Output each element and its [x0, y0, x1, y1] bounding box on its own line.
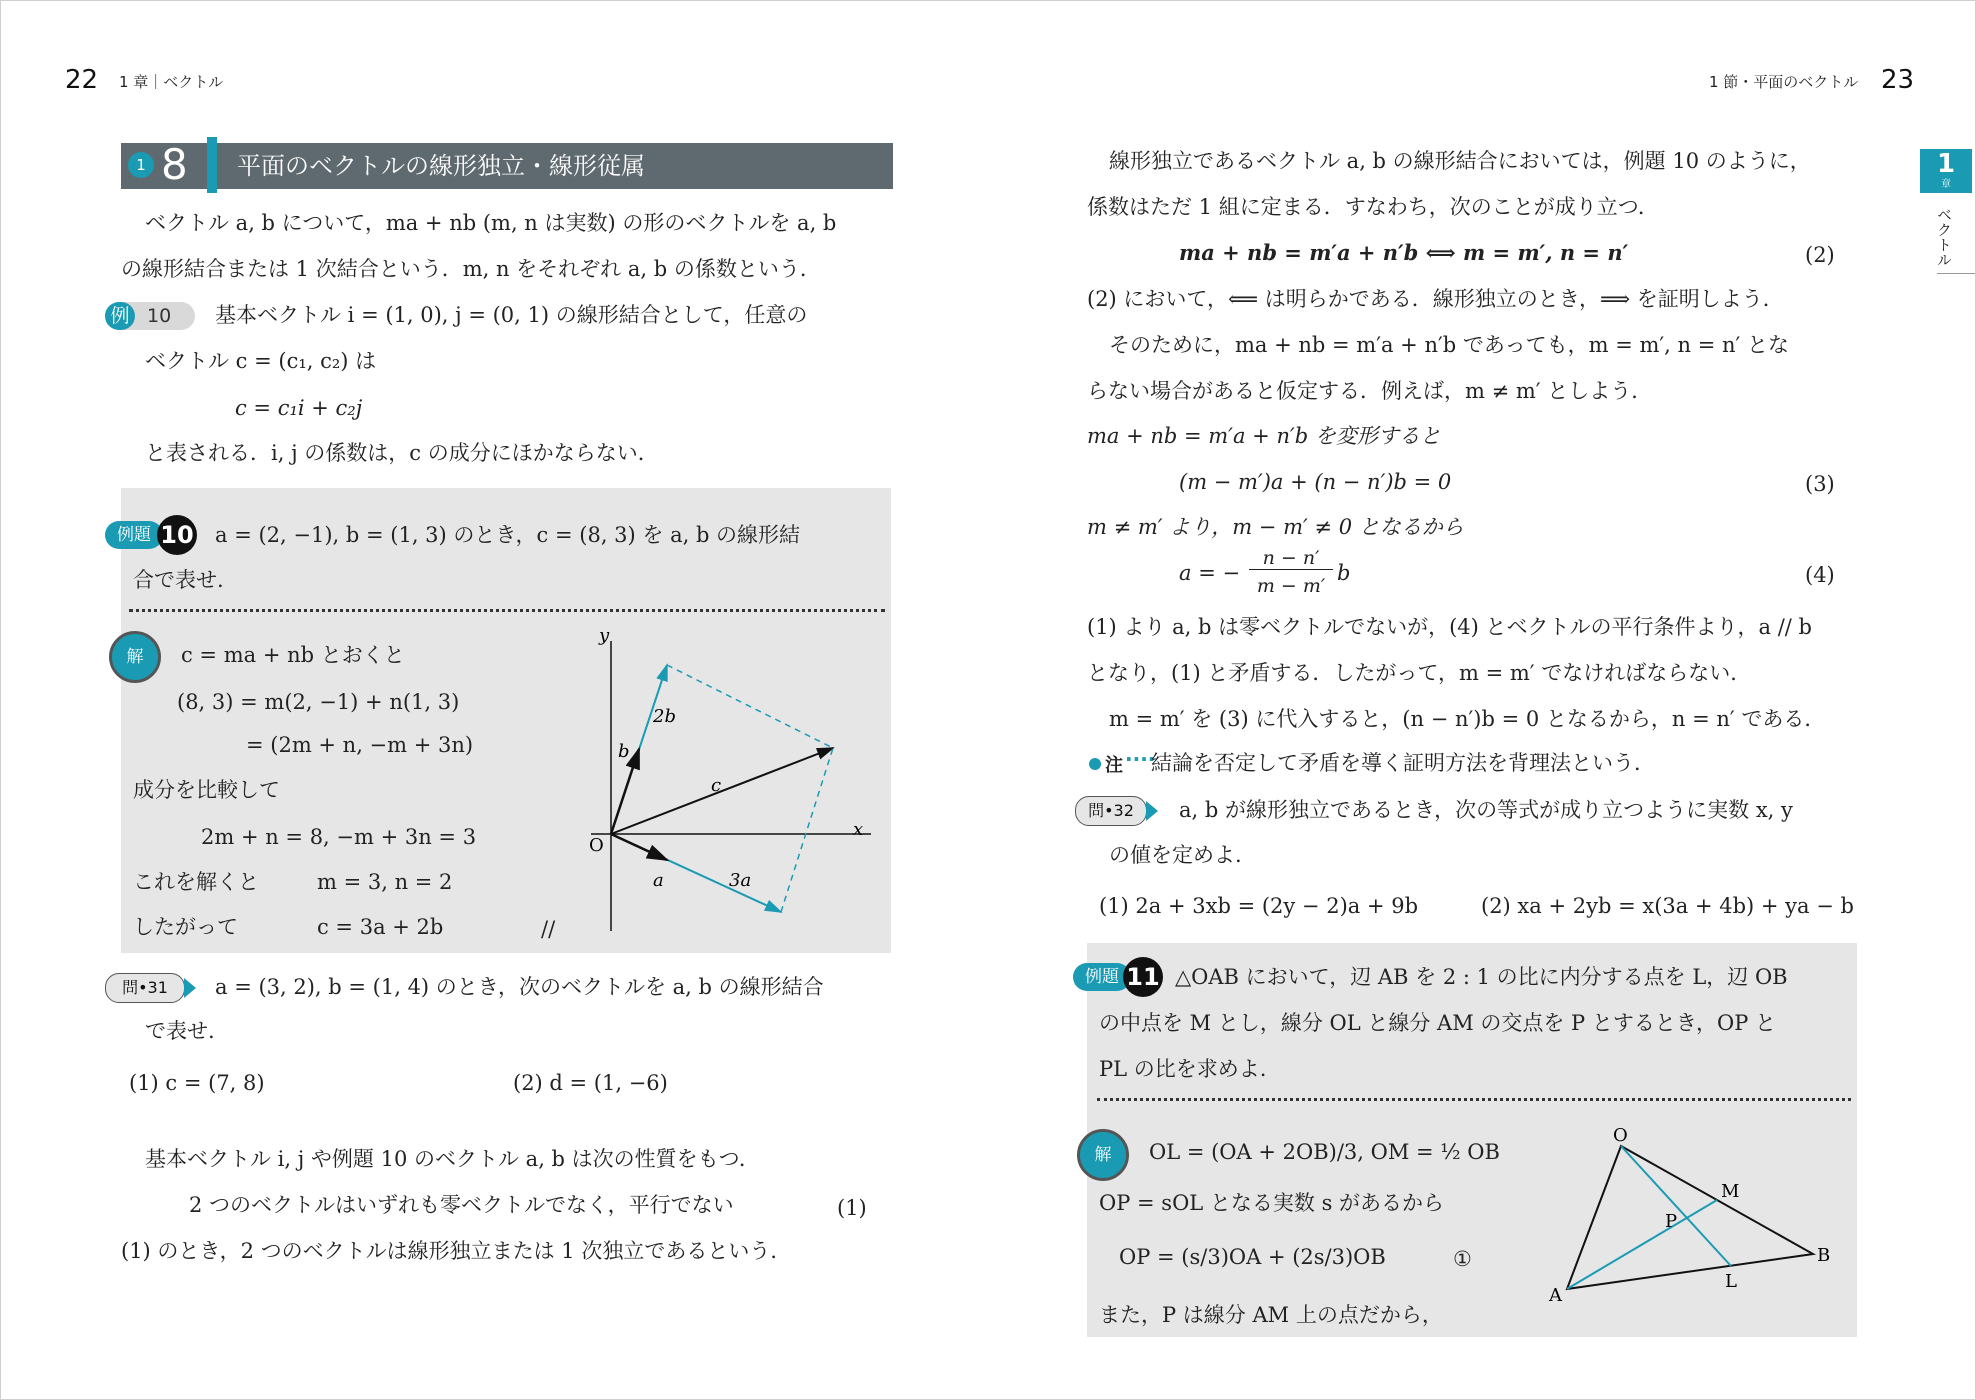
question32-arrow-icon	[1146, 801, 1158, 821]
question32-line-2: の値を定めよ.	[1109, 843, 1242, 867]
chapter-tab-label: ベクトル	[1935, 207, 1953, 267]
question32-item-2: (2) xa + 2yb = x(3a + 4b) + ya − b	[1481, 894, 1854, 918]
tri-label-p: P	[1665, 1211, 1678, 1232]
sol11-line-2: OP = sOL となる実数 s があるから	[1099, 1191, 1445, 1215]
fig-label-3a: 3a	[729, 870, 752, 891]
exercise11-problem-2: の中点を M とし，線分 OL と線分 AM の交点を P とするとき，OP と	[1099, 1011, 1777, 1035]
sol11-line-3: OP = (s/3)OA + (2s/3)OB	[1119, 1245, 1386, 1269]
question32-line-1: a, b が線形独立であるとき，次の等式が成り立つように実数 x, y	[1179, 798, 1793, 822]
exercise10-divider	[129, 609, 885, 612]
note-dots: ····	[1125, 747, 1156, 771]
running-head-left: 1 章｜ベクトル	[119, 73, 224, 91]
tri-label-o: O	[1613, 1125, 1628, 1146]
tri-label-l: L	[1725, 1271, 1737, 1292]
tri-label-a: A	[1549, 1285, 1562, 1306]
right-line-2: 係数はただ 1 組に定まる．すなわち，次のことが成り立つ．	[1087, 195, 1659, 219]
sol10-line-8: したがって	[133, 915, 238, 939]
question31-arrow-icon	[184, 978, 196, 998]
tri-label-b: B	[1817, 1245, 1831, 1266]
right-eq-3-number: (3)	[1805, 472, 1835, 496]
chapter-tab-small: 章	[1941, 179, 1951, 190]
chapter-tab-rule	[1937, 273, 1976, 274]
chapter-tab	[1920, 149, 1972, 193]
example-label: 例	[105, 302, 135, 330]
tri-label-m: M	[1721, 1181, 1740, 1202]
fig-label-b: b	[618, 741, 630, 762]
example-line-3: c = c₁i + c₂j	[235, 396, 363, 420]
question31-item-1: (1) c = (7, 8)	[129, 1071, 265, 1095]
right-eq-2: ma + nb = m′a + n′b ⟺ m = m′, n = n′	[1179, 240, 1629, 265]
section-number: 8	[161, 140, 188, 189]
exercise-label-11: 例題	[1073, 963, 1131, 991]
right-line-6: ma + nb = m′a + n′b を変形すると	[1087, 424, 1441, 448]
right-line-5: らない場合があると仮定する．例えば，m ≠ m′ としよう．	[1087, 379, 1653, 403]
segment-am	[1567, 1200, 1717, 1289]
sol11-line-1: OL = (OA + 2OB)/3, OM = ½ OB	[1149, 1140, 1500, 1164]
sol10-line-2: (8, 3) = m(2, −1) + n(1, 3)	[177, 690, 460, 714]
note-text: 結論を否定して矛盾を導く証明方法を背理法という．	[1151, 751, 1655, 775]
note-bullet-icon	[1089, 758, 1101, 770]
exercise11-problem-3: PL の比を求めよ.	[1099, 1057, 1267, 1081]
example-badge	[105, 302, 195, 330]
right-eq-4-rhs: b	[1337, 561, 1351, 585]
right-eq-2-number: (2)	[1805, 243, 1835, 267]
vector-a	[611, 834, 667, 860]
fig-label-x: x	[853, 819, 864, 840]
sol10-line-9: c = 3a + 2b	[317, 915, 444, 939]
fig-label-c: c	[711, 775, 722, 796]
solution-badge-10: 解	[109, 631, 161, 683]
vector-figure	[581, 621, 881, 941]
right-line-10: m = m′ を (3) に代入すると，(n − n′)b = 0 となるから，n = n′ である．	[1109, 707, 1826, 731]
exercise-number-10: 10	[157, 515, 197, 555]
triangle-figure	[1531, 1121, 1851, 1311]
closing-line-3: (1) のとき，2 つのベクトルは線形独立または 1 次独立であるという．	[121, 1239, 792, 1263]
intro-line-1: ベクトル a, b について，ma + nb (m, n は実数) の形のベクトルを a, b	[145, 211, 837, 235]
question31-item-2: (2) d = (1, −6)	[513, 1071, 668, 1095]
example-number: 10	[147, 305, 172, 327]
right-eq-4-numerator: n − n′	[1249, 547, 1333, 570]
exercise10-problem-2: 合で表せ.	[133, 568, 224, 592]
sol11-circle-1: ①	[1453, 1247, 1472, 1271]
sol10-line-10: //	[541, 917, 556, 941]
chapter-tab-number: 1	[1936, 149, 1956, 179]
right-line-9: となり，(1) と矛盾する．したがって，m = m′ でなければならない．	[1087, 661, 1752, 685]
page-number-left: 22	[65, 65, 99, 95]
sol10-line-5: 2m + n = 8, −m + 3n = 3	[201, 825, 477, 849]
closing-line-1: 基本ベクトル i, j や例題 10 のベクトル a, b は次の性質をもつ．	[145, 1147, 760, 1171]
solution-badge-11: 解	[1077, 1129, 1129, 1181]
sol10-line-1: c = ma + nb とおくと	[181, 643, 405, 667]
exercise11-divider	[1097, 1098, 1851, 1101]
closing-eq-number: (1)	[837, 1196, 867, 1220]
dashed-3a-to-c	[781, 748, 833, 912]
right-line-7: m ≠ m′ より，m − m′ ≠ 0 となるから	[1087, 515, 1464, 539]
exercise11-problem-1: △OAB において，辺 AB を 2 : 1 の比に内分する点を L，辺 OB	[1175, 965, 1788, 989]
closing-line-2: 2 つのベクトルはいずれも零ベクトルでなく，平行でない	[189, 1193, 734, 1217]
right-line-8: (1) より a, b は零ベクトルでないが，(4) とベクトルの平行条件より，a // b	[1087, 615, 1812, 639]
intro-line-2: の線形結合または 1 次結合という．m, n をそれぞれ a, b の係数という．	[121, 257, 821, 281]
running-head-right: 1 節・平面のベクトル	[1709, 73, 1859, 91]
fig-label-2b: 2b	[653, 706, 676, 727]
example-line-1: 基本ベクトル i = (1, 0), j = (0, 1) の線形結合として，任意の	[215, 303, 808, 327]
fig-label-a: a	[653, 870, 664, 891]
right-eq-3: (m − m′)a + (n − n′)b = 0	[1179, 470, 1452, 494]
note-label: 注	[1105, 755, 1123, 776]
fig-label-origin: O	[589, 835, 604, 856]
right-line-1: 線形独立であるベクトル a, b の線形結合においては，例題 10 のように，	[1109, 149, 1811, 173]
right-line-4: そのために，ma + nb = m′a + n′b であっても，m = m′, n = n′ とな	[1109, 333, 1789, 357]
exercise-number-11: 11	[1123, 957, 1163, 997]
sol10-line-4: 成分を比較して	[133, 778, 280, 802]
exercise10-problem-1: a = (2, −1), b = (1, 3) のとき，c = (8, 3) を a, b の線形結	[215, 523, 801, 547]
question32-badge: 問•32	[1075, 796, 1147, 826]
example-line-4: と表される．i, j の係数は，c の成分にほかならない．	[145, 441, 659, 465]
example-line-2: ベクトル c = (c₁, c₂) は	[145, 349, 377, 373]
sol11-line-4: また，P は線分 AM 上の点だから，	[1099, 1303, 1443, 1327]
section-title: 平面のベクトルの線形独立・線形従属	[237, 152, 645, 180]
sol10-line-3: = (2m + n, −m + 3n)	[246, 733, 474, 757]
right-eq-4-denominator: m − m′	[1256, 575, 1326, 597]
question32-item-1: (1) 2a + 3xb = (2y − 2)a + 9b	[1099, 894, 1419, 918]
sol10-line-6: これを解くと	[133, 870, 259, 894]
section-heading-accent	[207, 137, 217, 193]
right-eq-4-lhs: a = −	[1179, 561, 1241, 585]
fig-label-y: y	[599, 625, 610, 646]
section-chapter-circle: 1	[128, 152, 154, 178]
dashed-2b-to-c	[667, 665, 833, 748]
right-eq-4-number: (4)	[1805, 563, 1835, 587]
page-number-right: 23	[1881, 65, 1915, 95]
question31-line-1: a = (3, 2), b = (1, 4) のとき，次のベクトルを a, b の線形結合	[215, 975, 824, 999]
question31-badge: 問•31	[105, 973, 185, 1003]
sol10-line-7: m = 3, n = 2	[317, 870, 453, 894]
question31-line-2: で表せ.	[145, 1019, 215, 1043]
vector-c	[611, 748, 833, 834]
exercise-label-10: 例題	[105, 521, 163, 549]
right-line-3: (2) において，⟸ は明らかである．線形独立のとき，⟹ を証明しよう．	[1087, 287, 1784, 311]
